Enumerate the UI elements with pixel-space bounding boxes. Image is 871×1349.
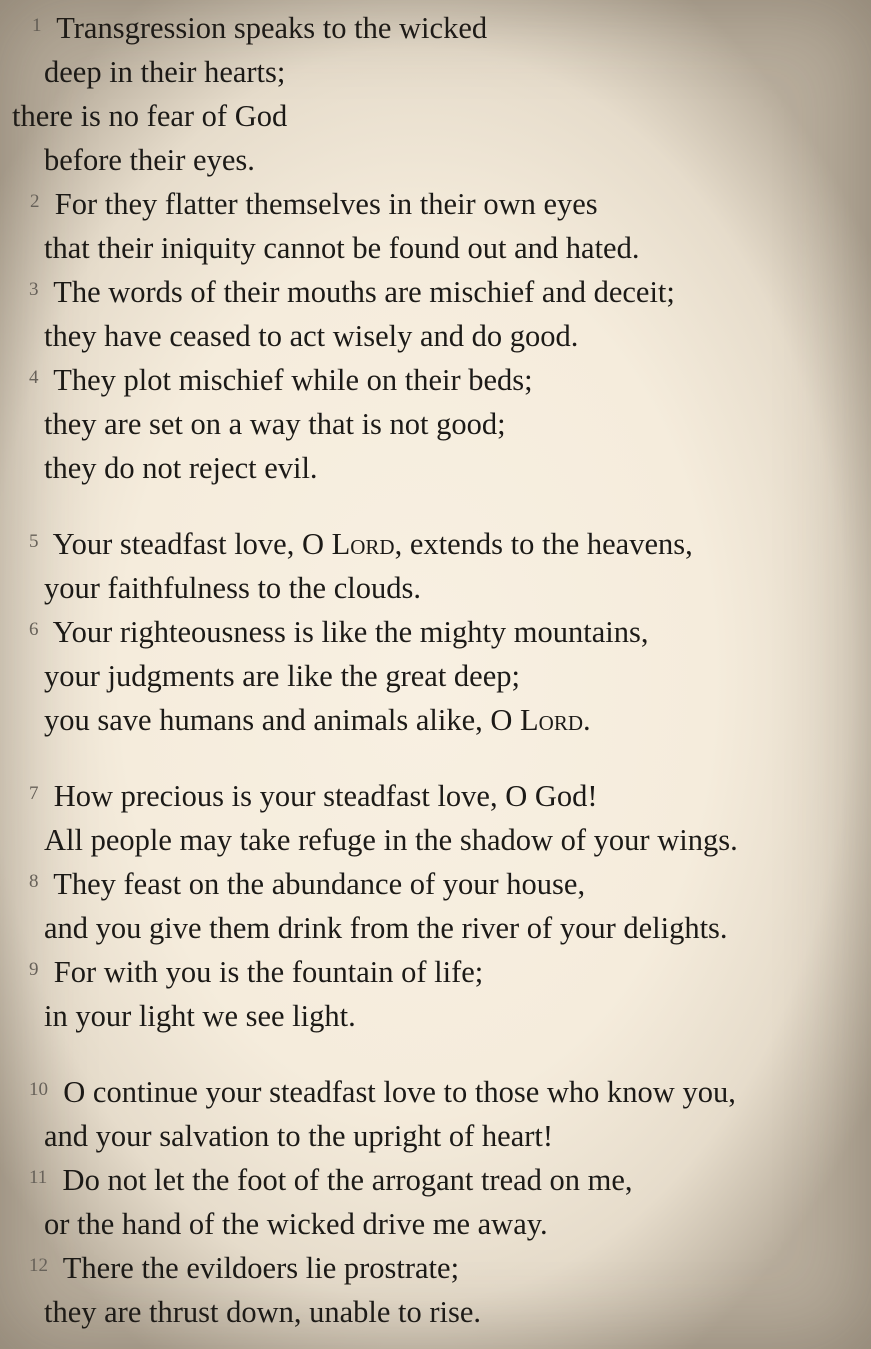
verse-9-line-2 xyxy=(44,994,356,1038)
verse-number: 10 xyxy=(29,1079,48,1100)
verse-1-line-4 xyxy=(44,138,255,182)
verse-6-line-1 xyxy=(29,610,649,654)
verse-text: deep in their hearts; xyxy=(44,55,286,89)
verse-text: All people may take refuge in the shadow of your wings. xyxy=(44,823,738,857)
verse-3-line-1 xyxy=(29,270,675,314)
verse-text: before their eyes. xyxy=(44,143,255,177)
divine-name: Lord xyxy=(520,703,583,737)
verse-2-line-1 xyxy=(30,182,598,226)
verse-text: your faithfulness to the clouds. xyxy=(44,571,421,605)
verse-text: you save humans and animals alike, O xyxy=(44,703,521,737)
verse-text: For they flatter themselves in their own eyes xyxy=(54,187,598,221)
verse-6-line-2 xyxy=(44,654,520,698)
verse-number: 3 xyxy=(29,279,39,300)
verse-number: 1 xyxy=(32,15,42,36)
verse-text: in your light we see light. xyxy=(44,999,356,1033)
verse-text: and your salvation to the upright of heart! xyxy=(44,1119,554,1153)
verse-text: or the hand of the wicked drive me away. xyxy=(44,1207,548,1241)
verse-number: 8 xyxy=(29,871,39,892)
verse-text: . xyxy=(583,703,591,737)
verse-7-line-2 xyxy=(44,818,738,862)
verse-number: 11 xyxy=(29,1167,48,1188)
verse-text: they are set on a way that is not good; xyxy=(44,407,506,441)
verse-number: 5 xyxy=(29,531,39,552)
verse-4-line-2 xyxy=(44,402,506,446)
verse-text: they do not reject evil. xyxy=(44,451,318,485)
verse-5-line-1 xyxy=(29,522,693,566)
verse-6-line-3 xyxy=(44,698,591,742)
verse-number: 2 xyxy=(30,191,40,212)
verse-text: Your righteousness is like the mighty mountains, xyxy=(52,615,649,649)
verse-5-line-2 xyxy=(44,566,421,610)
verse-number: 12 xyxy=(29,1255,48,1276)
verse-7-line-1 xyxy=(29,774,598,818)
verse-text: O continue your steadfast love to those who know you, xyxy=(63,1075,736,1109)
verse-text: How precious is your steadfast love, O God! xyxy=(53,779,598,813)
verse-9-line-1 xyxy=(29,950,483,994)
verse-1-line-3 xyxy=(12,94,287,138)
verse-text: and you give them drink from the river of your delights. xyxy=(44,911,728,945)
verse-1-line-2 xyxy=(44,50,285,94)
verse-number: 7 xyxy=(29,783,39,804)
verse-2-line-2 xyxy=(44,226,639,270)
verse-text: They feast on the abundance of your house, xyxy=(53,867,586,901)
verse-text: Transgression speaks to the wicked xyxy=(56,11,488,45)
verse-10-line-2 xyxy=(44,1114,553,1158)
verse-text: They plot mischief while on their beds; xyxy=(53,363,533,397)
verse-text: For with you is the fountain of life; xyxy=(53,955,484,989)
verse-text: The words of their mouths are mischief and deceit; xyxy=(53,275,675,309)
verse-12-line-1 xyxy=(29,1246,459,1290)
verse-number: 6 xyxy=(29,619,39,640)
verse-text: , extends to the heavens, xyxy=(394,527,693,561)
verse-text: Your steadfast love, O xyxy=(52,527,332,561)
verse-10-line-1 xyxy=(29,1070,736,1114)
verse-number: 4 xyxy=(29,367,39,388)
verse-4-line-3 xyxy=(44,446,318,490)
divine-name: Lord xyxy=(331,527,395,561)
verse-text: There the evildoers lie prostrate; xyxy=(62,1251,460,1285)
verse-text: they have ceased to act wisely and do good. xyxy=(44,319,579,353)
verse-8-line-1 xyxy=(29,862,585,906)
verse-text: there is no fear of God xyxy=(12,99,288,133)
verse-11-line-2 xyxy=(44,1202,548,1246)
verse-11-line-1 xyxy=(29,1158,633,1202)
verse-1-line-1 xyxy=(32,6,487,50)
verse-text: they are thrust down, unable to rise. xyxy=(44,1295,482,1329)
verse-3-line-2 xyxy=(44,314,578,358)
verse-8-line-2 xyxy=(44,906,728,950)
verse-text: Do not let the foot of the arrogant tread on me, xyxy=(62,1163,633,1197)
verse-12-line-2 xyxy=(44,1290,481,1334)
verse-text: your judgments are like the great deep; xyxy=(44,659,520,693)
verse-4-line-1 xyxy=(29,358,533,402)
verse-text: that their iniquity cannot be found out and hated. xyxy=(44,231,640,265)
verse-number: 9 xyxy=(29,959,39,980)
